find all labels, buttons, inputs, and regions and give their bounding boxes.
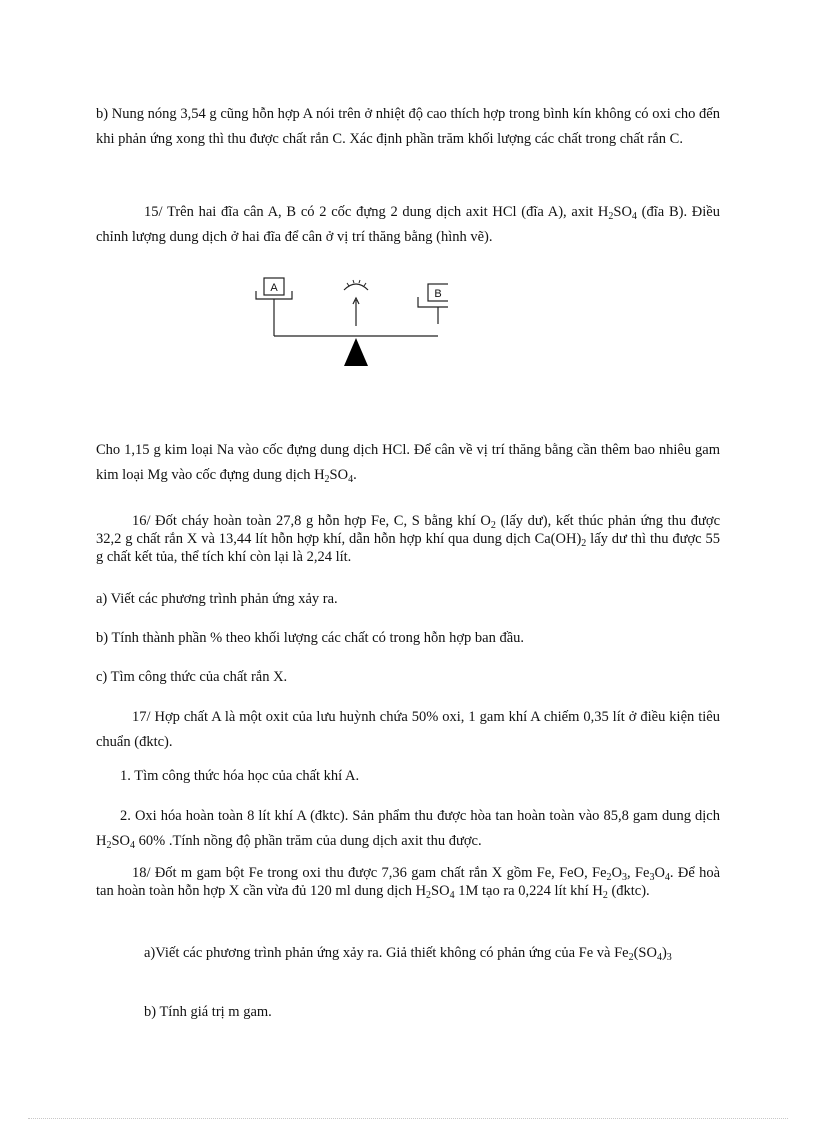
- fulcrum-triangle: [344, 338, 368, 366]
- question-17: 17/ Hợp chất A là một oxit của lưu huỳnh chứa 50% oxi, 1 gam khí A chiếm 0,35 lít ở điều kiện tiêu chuẩn (đktc).: [96, 709, 720, 750]
- question-17-part-1: 1. Tìm công thức hóa học của chất khí A.: [120, 768, 360, 784]
- part-b-heating: b) Nung nóng 3,54 g cũng hỗn hợp A nói trên ở nhiệt độ cao thích hợp trong bình kín không có oxi cho đến khi phản ứng xong thì thu được chất rắn C. Xác định phần trăm khối lượng các chất trong chất rắn C.: [96, 106, 720, 147]
- question-16-c: c) Tìm công thức của chất rắn X.: [96, 669, 288, 685]
- question-17-part-2: 2. Oxi hóa hoàn toàn 8 lít khí A (đktc). Sản phẩm thu được hòa tan hoàn toàn vào 85,8 gam dung dịch $H_2SO_4$ 60% .Tính nồng độ phần trăm của dung dịch axit thu được.: [96, 808, 720, 851]
- question-16-b: b) Tính thành phần % theo khối lượng các chất có trong hỗn hợp ban đầu.: [96, 630, 525, 646]
- question-15-task: Cho 1,15 g kim loại Na vào cốc đựng dung dịch HCl. Để cân về vị trí thăng bằng cần thêm bao nhiêu gam kim loại Mg vào cốc đựng dung dịch $H_2SO_4$.: [96, 442, 720, 485]
- pan-a-label: A: [270, 282, 278, 294]
- balance-scale-figure: [248, 270, 448, 380]
- question-16: 16/ Đốt cháy hoàn toàn 27,8 g hỗn hợp Fe, C, S bằng khí $O_2$ (lấy dư), kết thúc phản ứng thu được 32,2 g chất rắn X và 13,44 lít hỗn hợp khí, dẫn hỗn hợp khí qua dung dịch $Ca(OH)_2$ lấy dư thì thu được 55 g chất kết tủa, thể tích khí còn lại là 2,24 lít.: [96, 513, 721, 565]
- pan-b-label: B: [434, 288, 442, 300]
- question-18-b: b) Tính giá trị m gam.: [144, 1004, 272, 1020]
- question-18: 18/ Đốt m gam bột Fe trong oxi thu được 7,36 gam chất rắn X gồm Fe, FeO, $Fe_2O_3$, $Fe_3O_4$. Để hoà tan hoàn toàn hỗn hợp X cần vừa đủ 120 ml dung dịch $H_2SO_4$ 1M tạo ra 0,224 lít khí $H_2$ (đktc).: [96, 865, 721, 901]
- question-15: 15/ Trên hai đĩa cân A, B có 2 cốc đựng 2 dung dịch axit HCl (đĩa A), axit $H_2SO_4$ (đĩa B). Điều chỉnh lượng dung dịch ở hai đĩa để cân ở vị trí thăng bằng (hình vẽ).: [96, 204, 720, 245]
- question-16-a: a) Viết các phương trình phản ứng xảy ra.: [96, 591, 338, 607]
- pan-b: [418, 297, 448, 307]
- page-bottom-divider: [28, 1118, 788, 1119]
- question-18-a: a)Viết các phương trình phản ứng xảy ra. Giả thiết không có phản ứng của Fe và $Fe_2(SO_4)_3$: [144, 945, 672, 963]
